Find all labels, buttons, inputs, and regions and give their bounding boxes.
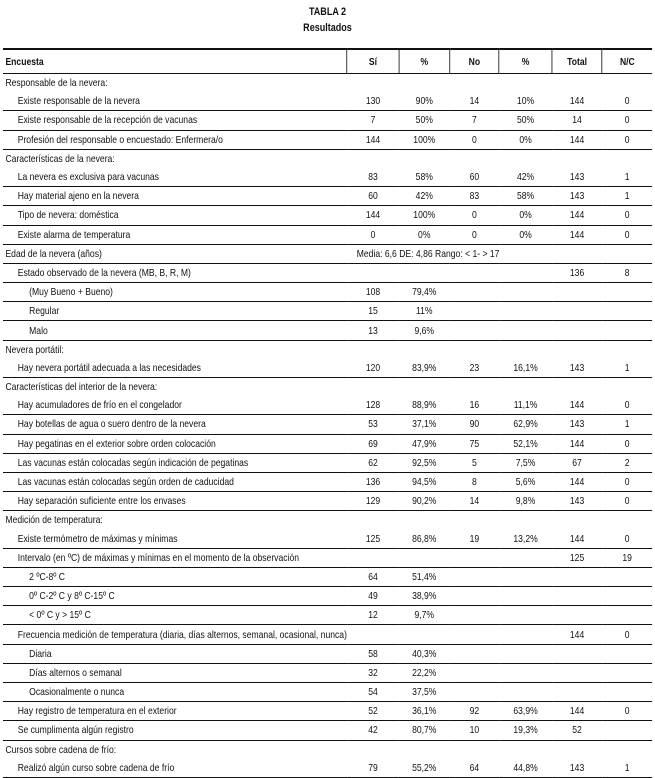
- row-label: Malo: [3, 321, 347, 340]
- nc-value: [602, 302, 652, 321]
- total-value: 144: [552, 92, 602, 111]
- no-value: 90: [450, 415, 500, 434]
- nc-value: 0: [602, 472, 652, 491]
- nc-value: 1: [602, 759, 652, 778]
- no-percent: [499, 683, 552, 702]
- row-label: Regular: [3, 302, 347, 321]
- si-percent: 50%: [399, 111, 449, 130]
- column-header-nc: N/C: [602, 49, 652, 74]
- si-percent: 86,8%: [399, 530, 449, 549]
- no-value: [450, 644, 500, 663]
- table-row: [3, 453, 652, 472]
- no-percent: 52,1%: [499, 434, 552, 453]
- si-value: 130: [347, 92, 399, 111]
- si-percent: 37,1%: [399, 415, 449, 434]
- no-value: [450, 302, 500, 321]
- row-label: Profesión del responsable o encuestado: Enfermera/o: [3, 130, 347, 149]
- row-label: (Muy Bueno + Bueno): [3, 283, 347, 302]
- row-label: Se cumplimenta algún registro: [3, 721, 347, 740]
- no-value: [450, 283, 500, 302]
- no-value: 14: [450, 92, 500, 111]
- total-value: [552, 321, 602, 340]
- results-table-container: [3, 48, 652, 778]
- si-percent: 94,5%: [399, 472, 449, 491]
- table-row: [3, 567, 652, 586]
- nc-value: [602, 587, 652, 606]
- total-value: 67: [552, 453, 602, 472]
- no-value: 23: [450, 359, 500, 378]
- no-percent: [499, 606, 552, 625]
- section-label: Cursos sobre cadena de frío:: [5, 743, 117, 756]
- si-value: 144: [347, 206, 399, 225]
- si-value: 12: [347, 606, 399, 625]
- table-subtitle: Resultados: [303, 22, 352, 34]
- si-percent: 40,3%: [399, 644, 449, 663]
- total-value: [552, 683, 602, 702]
- no-percent: [499, 644, 552, 663]
- no-percent: 63,9%: [499, 702, 552, 721]
- no-value: 83: [450, 187, 500, 206]
- section-row: [3, 149, 652, 168]
- no-percent: 62,9%: [499, 415, 552, 434]
- total-value: [552, 283, 602, 302]
- table-row: [3, 244, 652, 263]
- table-row: [3, 283, 652, 302]
- nc-value: 0: [602, 434, 652, 453]
- si-percent: 42%: [399, 187, 449, 206]
- section-label: Medición de temperatura:: [5, 514, 103, 527]
- table-row: [3, 721, 652, 740]
- section-row: [3, 74, 652, 93]
- nc-value: [602, 663, 652, 682]
- nc-value: 19: [602, 548, 652, 567]
- si-percent: 51,4%: [399, 567, 449, 586]
- no-value: 16: [450, 396, 500, 415]
- no-percent: [499, 663, 552, 682]
- no-percent: [499, 321, 552, 340]
- total-value: 144: [552, 434, 602, 453]
- row-label: Edad de la nevera (años): [3, 244, 347, 263]
- row-label: Estado observado de la nevera (MB, B, R, M): [3, 263, 347, 282]
- table-row: [3, 359, 652, 378]
- column-header-si-percent: %: [399, 49, 449, 74]
- column-header-si: Sí: [347, 49, 399, 74]
- column-header-no: No: [450, 49, 500, 74]
- row-label: Tipo de nevera: doméstica: [3, 206, 347, 225]
- nc-value: 1: [602, 415, 652, 434]
- total-value: [552, 644, 602, 663]
- si-percent: 9,7%: [399, 606, 449, 625]
- total-value: 144: [552, 625, 602, 644]
- no-percent: 58%: [499, 187, 552, 206]
- si-percent: 47,9%: [399, 434, 449, 453]
- si-value: 15: [347, 302, 399, 321]
- table-row: [3, 625, 652, 644]
- table-row: [3, 415, 652, 434]
- no-value: 8: [450, 472, 500, 491]
- si-percent: 80,7%: [399, 721, 449, 740]
- no-value: 60: [450, 168, 500, 187]
- si-percent: 0%: [399, 225, 449, 244]
- si-value: 49: [347, 587, 399, 606]
- no-value: [450, 663, 500, 682]
- nc-value: [602, 721, 652, 740]
- row-label: Hay registro de temperatura en el exterior: [3, 702, 347, 721]
- table-row: [3, 225, 652, 244]
- table-row: [3, 702, 652, 721]
- si-value: [347, 625, 399, 644]
- nc-value: 1: [602, 168, 652, 187]
- no-value: [450, 567, 500, 586]
- total-value: [552, 663, 602, 682]
- total-value: 144: [552, 472, 602, 491]
- section-label: Características del interior de la nevera:: [5, 381, 158, 394]
- si-value: 42: [347, 721, 399, 740]
- si-percent: 92,5%: [399, 453, 449, 472]
- nc-value: 8: [602, 263, 652, 282]
- no-percent: [499, 283, 552, 302]
- no-percent: 7,5%: [499, 453, 552, 472]
- si-percent: 100%: [399, 130, 449, 149]
- row-label: Existe responsable de la nevera: [3, 92, 347, 111]
- table-row: [3, 683, 652, 702]
- no-value: [450, 683, 500, 702]
- section-label: Nevera portátil:: [5, 343, 64, 356]
- row-label: Existe alarma de temperatura: [3, 225, 347, 244]
- total-value: 143: [552, 415, 602, 434]
- no-percent: 42%: [499, 168, 552, 187]
- no-value: [450, 321, 500, 340]
- si-value: 128: [347, 396, 399, 415]
- si-value: 58: [347, 644, 399, 663]
- total-value: 143: [552, 759, 602, 778]
- table-row: [3, 663, 652, 682]
- si-percent: 37,5%: [399, 683, 449, 702]
- nc-value: 0: [602, 206, 652, 225]
- total-value: 144: [552, 225, 602, 244]
- row-label: Hay separación suficiente entre los envases: [3, 492, 347, 511]
- no-value: [450, 548, 500, 567]
- total-value: [552, 302, 602, 321]
- column-header-no-percent: %: [499, 49, 552, 74]
- nc-value: [602, 606, 652, 625]
- section-label: Responsable de la nevera:: [5, 77, 108, 90]
- table-row: [3, 187, 652, 206]
- no-value: 0: [450, 130, 500, 149]
- si-percent: 88,9%: [399, 396, 449, 415]
- no-value: 19: [450, 530, 500, 549]
- row-label: La nevera es exclusiva para vacunas: [3, 168, 347, 187]
- total-value: [552, 606, 602, 625]
- si-percent: 22,2%: [399, 663, 449, 682]
- row-label: Diaria: [3, 644, 347, 663]
- no-percent: 50%: [499, 111, 552, 130]
- no-percent: [499, 625, 552, 644]
- row-label: Hay nevera portátil adecuada a las necesidades: [3, 359, 347, 378]
- row-label: Frecuencia medición de temperatura (diaria, días alternos, semanal, ocasional, nunca): [3, 625, 347, 644]
- si-value: 54: [347, 683, 399, 702]
- table-row: [3, 111, 652, 130]
- no-value: 64: [450, 759, 500, 778]
- si-percent: 83,9%: [399, 359, 449, 378]
- table-row: [3, 434, 652, 453]
- nc-value: 0: [602, 225, 652, 244]
- no-value: [450, 625, 500, 644]
- row-label: Hay pegatinas en el exterior sobre orden colocación: [3, 434, 347, 453]
- table-row: [3, 302, 652, 321]
- nc-value: 2: [602, 453, 652, 472]
- si-value: 7: [347, 111, 399, 130]
- nc-value: 0: [602, 396, 652, 415]
- table-row: [3, 548, 652, 567]
- no-value: [450, 587, 500, 606]
- si-percent: 36,1%: [399, 702, 449, 721]
- no-percent: [499, 587, 552, 606]
- si-value: [347, 263, 399, 282]
- total-value: 136: [552, 263, 602, 282]
- no-percent: [499, 548, 552, 567]
- nc-value: [602, 321, 652, 340]
- table-title: TABLA 2: [308, 6, 347, 18]
- column-header-total: Total: [552, 49, 602, 74]
- no-value: 0: [450, 206, 500, 225]
- si-percent: 38,9%: [399, 587, 449, 606]
- si-value: 108: [347, 283, 399, 302]
- nc-value: [602, 644, 652, 663]
- table-row: [3, 263, 652, 282]
- total-value: 144: [552, 206, 602, 225]
- si-percent: 11%: [399, 302, 449, 321]
- no-value: [450, 606, 500, 625]
- table-row: [3, 644, 652, 663]
- results-table: [3, 48, 652, 778]
- table-row: [3, 396, 652, 415]
- row-label: Existe termómetro de máximas y mínimas: [3, 530, 347, 549]
- no-value: 14: [450, 492, 500, 511]
- no-value: 10: [450, 721, 500, 740]
- si-percent: 58%: [399, 168, 449, 187]
- si-value: 13: [347, 321, 399, 340]
- si-percent: 79,4%: [399, 283, 449, 302]
- si-value: 125: [347, 530, 399, 549]
- no-percent: 16,1%: [499, 359, 552, 378]
- total-value: 125: [552, 548, 602, 567]
- total-value: 143: [552, 187, 602, 206]
- no-value: 75: [450, 434, 500, 453]
- row-label: Intervalo (en ºC) de máximas y mínimas en el momento de la observación: [3, 548, 347, 567]
- section-row: [3, 511, 652, 530]
- total-value: 143: [552, 359, 602, 378]
- si-value: 83: [347, 168, 399, 187]
- table-row: [3, 530, 652, 549]
- si-percent: [399, 548, 449, 567]
- row-note: Media: 6,6 DE: 4,86 Rango: < 1- > 17: [347, 244, 652, 263]
- no-percent: [499, 263, 552, 282]
- no-value: 92: [450, 702, 500, 721]
- no-percent: 10%: [499, 92, 552, 111]
- no-percent: 13,2%: [499, 530, 552, 549]
- total-value: 14: [552, 111, 602, 130]
- no-percent: 44,8%: [499, 759, 552, 778]
- no-percent: 19,3%: [499, 721, 552, 740]
- nc-value: [602, 567, 652, 586]
- table-row: [3, 587, 652, 606]
- total-value: [552, 567, 602, 586]
- no-percent: 0%: [499, 130, 552, 149]
- table-row: [3, 206, 652, 225]
- nc-value: 0: [602, 625, 652, 644]
- row-label: Las vacunas están colocadas según indicación de pegatinas: [3, 453, 347, 472]
- no-value: 5: [450, 453, 500, 472]
- total-value: 143: [552, 492, 602, 511]
- no-percent: 11,1%: [499, 396, 552, 415]
- total-value: 144: [552, 130, 602, 149]
- total-value: [552, 587, 602, 606]
- table-row: [3, 92, 652, 111]
- si-value: 62: [347, 453, 399, 472]
- nc-value: 1: [602, 187, 652, 206]
- section-row: [3, 740, 652, 759]
- table-row: [3, 472, 652, 491]
- si-percent: 90,2%: [399, 492, 449, 511]
- si-percent: 100%: [399, 206, 449, 225]
- si-percent: [399, 263, 449, 282]
- no-percent: [499, 567, 552, 586]
- si-value: 144: [347, 130, 399, 149]
- nc-value: 0: [602, 111, 652, 130]
- nc-value: [602, 683, 652, 702]
- nc-value: 0: [602, 530, 652, 549]
- table-row: [3, 168, 652, 187]
- total-value: 144: [552, 396, 602, 415]
- si-percent: [399, 625, 449, 644]
- row-label: Ocasionalmente o nunca: [3, 683, 347, 702]
- row-label: Días alternos o semanal: [3, 663, 347, 682]
- no-value: 7: [450, 111, 500, 130]
- no-percent: 0%: [499, 206, 552, 225]
- si-value: 60: [347, 187, 399, 206]
- row-label: Existe responsable de la recepción de vacunas: [3, 111, 347, 130]
- row-label: Las vacunas están colocadas según orden de caducidad: [3, 472, 347, 491]
- column-header-encuesta: Encuesta: [3, 49, 347, 74]
- table-row: [3, 759, 652, 778]
- nc-value: 0: [602, 130, 652, 149]
- row-label: Realizó algún curso sobre cadena de frío: [3, 759, 347, 778]
- nc-value: 1: [602, 359, 652, 378]
- no-percent: [499, 302, 552, 321]
- table-row: [3, 321, 652, 340]
- si-value: 120: [347, 359, 399, 378]
- row-label: Hay acumuladores de frío en el congelador: [3, 396, 347, 415]
- si-value: 52: [347, 702, 399, 721]
- row-label: 0º C-2º C y 8º C-15º C: [3, 587, 347, 606]
- si-value: 0: [347, 225, 399, 244]
- section-row: [3, 378, 652, 397]
- row-label: < 0º C y > 15º C: [3, 606, 347, 625]
- si-value: 64: [347, 567, 399, 586]
- no-value: 0: [450, 225, 500, 244]
- si-value: 136: [347, 472, 399, 491]
- si-percent: 9,6%: [399, 321, 449, 340]
- si-value: 69: [347, 434, 399, 453]
- si-value: 53: [347, 415, 399, 434]
- no-percent: 5,6%: [499, 472, 552, 491]
- table-body: [3, 74, 652, 778]
- total-value: 144: [552, 530, 602, 549]
- si-value: [347, 548, 399, 567]
- nc-value: 0: [602, 92, 652, 111]
- nc-value: 0: [602, 492, 652, 511]
- no-percent: 0%: [499, 225, 552, 244]
- total-value: 52: [552, 721, 602, 740]
- table-row: [3, 492, 652, 511]
- no-value: [450, 263, 500, 282]
- total-value: 144: [552, 702, 602, 721]
- si-value: 129: [347, 492, 399, 511]
- table-row: [3, 606, 652, 625]
- row-label: Hay botellas de agua o suero dentro de la nevera: [3, 415, 347, 434]
- total-value: 143: [552, 168, 602, 187]
- header-row: [3, 49, 652, 74]
- section-label: Características de la nevera:: [5, 152, 115, 165]
- row-label: Hay material ajeno en la nevera: [3, 187, 347, 206]
- si-value: 32: [347, 663, 399, 682]
- si-percent: 90%: [399, 92, 449, 111]
- si-value: 79: [347, 759, 399, 778]
- no-percent: 9,8%: [499, 492, 552, 511]
- row-label: 2 ºC-8º C: [3, 567, 347, 586]
- si-percent: 55,2%: [399, 759, 449, 778]
- nc-value: [602, 283, 652, 302]
- nc-value: 0: [602, 702, 652, 721]
- table-row: [3, 130, 652, 149]
- section-row: [3, 340, 652, 359]
